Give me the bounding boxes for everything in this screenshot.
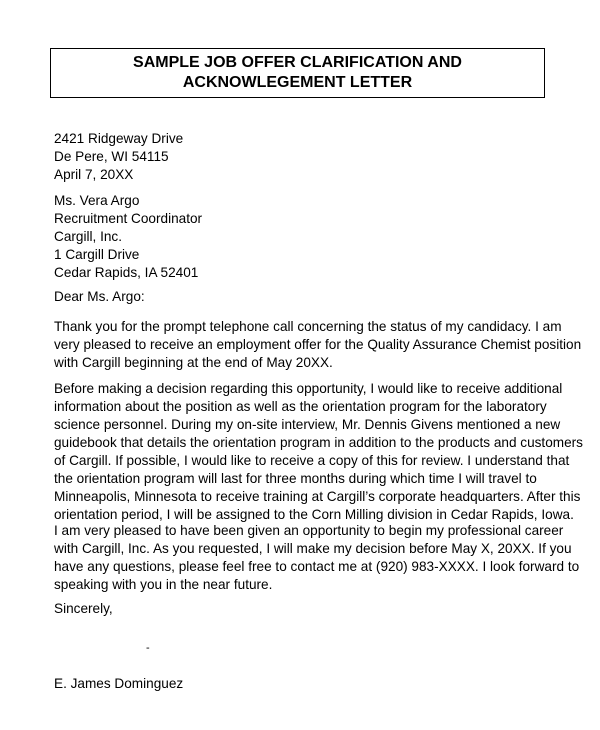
sender-city: De Pere, WI 54115	[54, 149, 169, 164]
paragraph-line: Thank you for the prompt telephone call concerning the status of my candidacy. I am	[54, 319, 562, 334]
paragraph-line: orientation period, I will be assigned to the Corn Milling division in Cedar Rapids, Iowa.	[54, 507, 574, 522]
paragraph-line: with Cargill beginning at the end of May 20XX.	[54, 355, 333, 370]
paragraph-line: very pleased to receive an employment offer for the Quality Assurance Chemist position	[54, 337, 582, 352]
paragraph-line: Before making a decision regarding this opportunity, I would like to receive additional	[54, 381, 563, 396]
paragraph-line: I am very pleased to have been given an opportunity to begin my professional career	[54, 523, 564, 538]
closing-text: Sincerely,	[54, 601, 113, 616]
signer-name	[54, 675, 183, 693]
paragraph-line: guidebook that details the orientation program in addition to the products and customers	[54, 435, 583, 450]
recipient-role: Recruitment Coordinator	[54, 211, 203, 226]
paragraph-line: have any questions, please feel free to contact me at (920) 983-XXXX. I look forward to	[54, 559, 580, 574]
salutation-text: Dear Ms. Argo:	[54, 289, 145, 304]
recipient-name: Ms. Vera Argo	[54, 193, 140, 208]
signer-text: E. James Dominguez	[54, 676, 184, 691]
recipient-company: Cargill, Inc.	[54, 229, 122, 244]
paragraph-line: Minneapolis, Minnesota to receive training at Cargill’s corporate headquarters. After this	[54, 489, 581, 504]
recipient-address	[54, 192, 202, 282]
title-line-2: ACKNOWLEGEMENT LETTER	[182, 74, 413, 91]
closing	[54, 600, 113, 618]
body-paragraph-2	[54, 380, 583, 524]
paragraph-line: speaking with you in the near future.	[54, 577, 273, 592]
body-paragraph-1	[54, 318, 581, 372]
sender-address	[54, 130, 183, 184]
paragraph-line: information about the position as well as the orientation program for the laboratory	[54, 399, 547, 414]
title-line-1: SAMPLE JOB OFFER CLARIFICATION AND	[133, 54, 462, 71]
recipient-street: 1 Cargill Drive	[54, 247, 140, 262]
letter-date: April 7, 20XX	[54, 167, 134, 182]
signature-mark: -	[146, 642, 150, 654]
recipient-city: Cedar Rapids, IA 52401	[54, 265, 199, 280]
sender-street: 2421 Ridgeway Drive	[54, 131, 184, 146]
paragraph-line: the orientation program will last for three months during which time I will travel to	[54, 471, 537, 486]
paragraph-line: with Cargill, Inc. As you requested, I will make my decision before May X, 20XX. If you	[54, 541, 572, 556]
salutation	[54, 288, 145, 306]
letter-title	[50, 48, 545, 98]
paragraph-line: science personnel. During my on-site interview, Mr. Dennis Givens mentioned a new	[54, 417, 561, 432]
paragraph-line: of Cargill. If possible, I would like to receive a copy of this for review. I understand that	[54, 453, 570, 468]
body-paragraph-3	[54, 522, 579, 594]
